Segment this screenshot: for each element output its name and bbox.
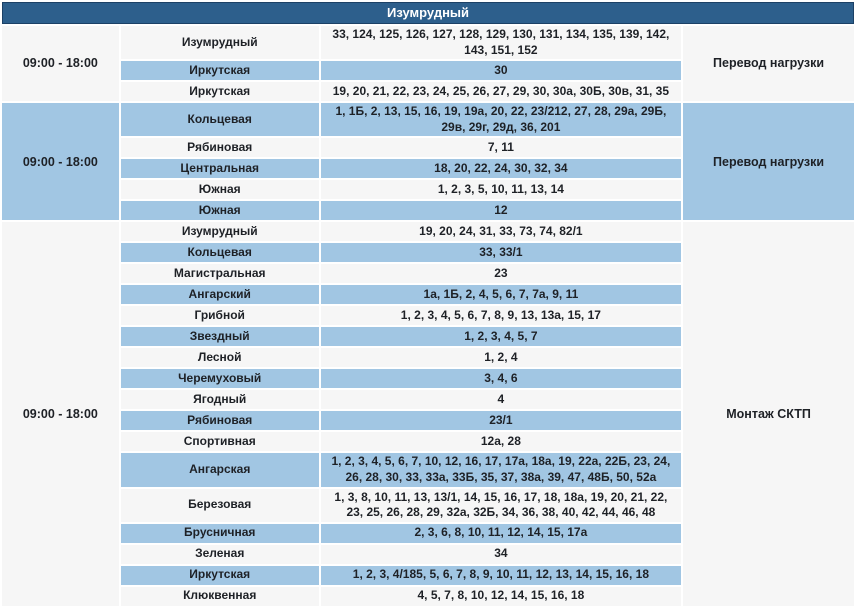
district-header-row [2, 2, 854, 24]
street-name-cell: Магистральная [121, 264, 319, 283]
work-type-cell: Перевод нагрузки [683, 26, 854, 101]
house-numbers-cell: 2, 3, 6, 8, 10, 11, 12, 14, 15, 17а [321, 524, 681, 543]
street-name-cell: Рябиновая [121, 411, 319, 430]
house-numbers-cell: 19, 20, 21, 22, 23, 24, 25, 26, 27, 29, 30, 30а, 30Б, 30в, 31, 35 [321, 82, 681, 101]
house-numbers-cell: 3, 4, 6 [321, 369, 681, 388]
street-name-cell: Березовая [121, 489, 319, 522]
house-numbers-cell: 1, 2, 4 [321, 348, 681, 367]
table-row [2, 222, 854, 241]
house-numbers-cell: 33, 33/1 [321, 243, 681, 262]
house-numbers-cell: 18, 20, 22, 24, 30, 32, 34 [321, 159, 681, 178]
house-numbers-cell: 19, 20, 24, 31, 33, 73, 74, 82/1 [321, 222, 681, 241]
house-numbers-cell: 1, 3, 8, 10, 11, 13, 13/1, 14, 15, 16, 17, 18, 18а, 19, 20, 21, 22, 23, 25, 26, 28, 29, 32а, 32Б, 34, 36, 38, 40, 42, 44, 46, 48 [321, 489, 681, 522]
street-name-cell: Иркутская [121, 61, 319, 80]
table-row [2, 103, 854, 136]
street-name-cell: Ягодный [121, 390, 319, 409]
street-name-cell: Грибной [121, 306, 319, 325]
work-type-cell: Монтаж СКТП [683, 222, 854, 605]
house-numbers-cell: 1, 2, 3, 4, 5, 7 [321, 327, 681, 346]
time-range-cell: 09:00 - 18:00 [2, 26, 119, 101]
work-type-cell: Перевод нагрузки [683, 103, 854, 220]
house-numbers-cell: 1а, 1Б, 2, 4, 5, 6, 7, 7а, 9, 11 [321, 285, 681, 304]
house-numbers-cell: 4 [321, 390, 681, 409]
house-numbers-cell: 1, 2, 3, 4, 5, 6, 7, 10, 12, 16, 17, 17а, 18а, 19, 22а, 22Б, 23, 24, 26, 28, 30, 33, 33а, 33Б, 35, 37, 38а, 39, 47, 48Б, 50, 52а [321, 453, 681, 486]
house-numbers-cell: 7, 11 [321, 138, 681, 157]
street-name-cell: Клюквенная [121, 587, 319, 606]
house-numbers-cell: 1, 2, 3, 5, 10, 11, 13, 14 [321, 180, 681, 199]
outage-table-body [2, 2, 854, 606]
street-name-cell: Рябиновая [121, 138, 319, 157]
house-numbers-cell: 4, 5, 7, 8, 10, 12, 14, 15, 16, 18 [321, 587, 681, 606]
house-numbers-cell: 30 [321, 61, 681, 80]
house-numbers-cell: 1, 2, 3, 4/185, 5, 6, 7, 8, 9, 10, 11, 12, 13, 14, 15, 16, 18 [321, 566, 681, 585]
table-row [2, 26, 854, 59]
street-name-cell: Центральная [121, 159, 319, 178]
house-numbers-cell: 1, 2, 3, 4, 5, 6, 7, 8, 9, 13, 13а, 15, 17 [321, 306, 681, 325]
street-name-cell: Изумрудный [121, 222, 319, 241]
street-name-cell: Кольцевая [121, 243, 319, 262]
street-name-cell: Иркутская [121, 566, 319, 585]
street-name-cell: Кольцевая [121, 103, 319, 136]
street-name-cell: Иркутская [121, 82, 319, 101]
house-numbers-cell: 23/1 [321, 411, 681, 430]
house-numbers-cell: 12 [321, 201, 681, 220]
street-name-cell: Черемуховый [121, 369, 319, 388]
house-numbers-cell: 33, 124, 125, 126, 127, 128, 129, 130, 131, 134, 135, 139, 142, 143, 151, 152 [321, 26, 681, 59]
street-name-cell: Звездный [121, 327, 319, 346]
house-numbers-cell: 12а, 28 [321, 432, 681, 451]
street-name-cell: Южная [121, 201, 319, 220]
street-name-cell: Брусничная [121, 524, 319, 543]
time-range-cell: 09:00 - 18:00 [2, 103, 119, 220]
street-name-cell: Изумрудный [121, 26, 319, 59]
street-name-cell: Ангарская [121, 453, 319, 486]
street-name-cell: Лесной [121, 348, 319, 367]
time-range-cell: 09:00 - 18:00 [2, 222, 119, 605]
district-title: Изумрудный [2, 2, 854, 24]
street-name-cell: Спортивная [121, 432, 319, 451]
house-numbers-cell: 34 [321, 545, 681, 564]
house-numbers-cell: 1, 1Б, 2, 13, 15, 16, 19, 19а, 20, 22, 23/212, 27, 28, 29а, 29Б, 29в, 29г, 29д, 36, 201 [321, 103, 681, 136]
street-name-cell: Зеленая [121, 545, 319, 564]
street-name-cell: Ангарский [121, 285, 319, 304]
street-name-cell: Южная [121, 180, 319, 199]
house-numbers-cell: 23 [321, 264, 681, 283]
